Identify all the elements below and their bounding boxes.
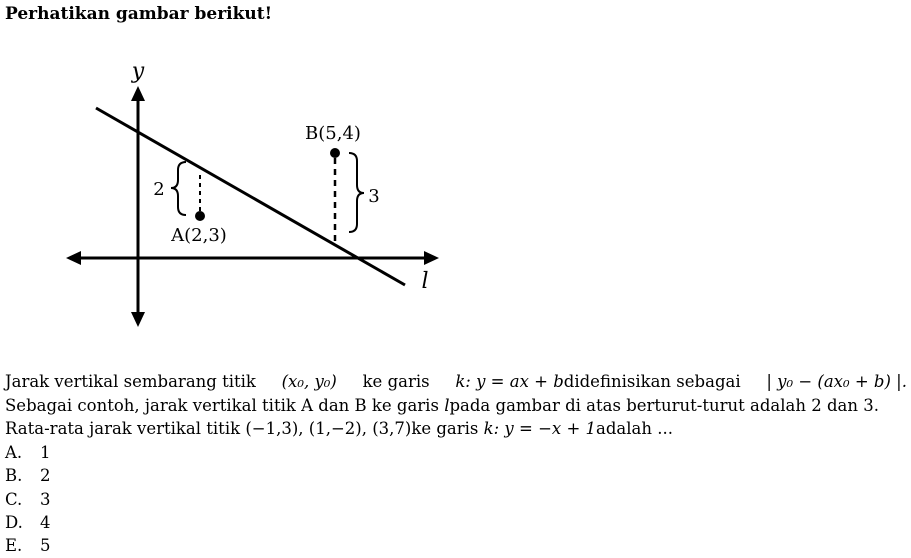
answer-options	[5, 441, 51, 557]
option-value: 3	[40, 489, 51, 509]
paragraph-line-1	[5, 370, 907, 394]
text-segment: ke garis	[411, 419, 479, 438]
question-heading: Perhatikan gambar berikut!	[5, 4, 273, 24]
option-value: 4	[40, 512, 51, 532]
brace-a	[171, 162, 186, 215]
y-axis-label: y	[131, 59, 145, 84]
option-c[interactable]	[5, 488, 51, 511]
math-line-name: l	[444, 395, 450, 415]
point-b-label: B(5,4)	[305, 123, 361, 144]
point-a	[195, 211, 205, 221]
text-segment: pada gambar di atas berturut-turut adalah 2 dan 3.	[449, 395, 880, 415]
point-a-label: A(2,3)	[171, 225, 227, 246]
math-formula: | y₀ − (ax₀ + b) |.	[766, 372, 907, 391]
text-segment: Jarak vertikal sembarang titik	[5, 372, 256, 391]
option-value: 2	[40, 466, 51, 486]
text-segment: adalah ...	[596, 419, 673, 438]
option-label: B.	[5, 466, 23, 486]
option-d[interactable]	[5, 511, 51, 534]
option-e[interactable]	[5, 534, 51, 557]
question-paragraph	[5, 370, 907, 441]
option-value: 1	[40, 443, 51, 462]
x-axis-arrow-right	[424, 251, 439, 265]
text-segment: ke garis	[362, 372, 430, 391]
distance-a-label: 2	[153, 179, 165, 200]
option-label: E.	[5, 536, 23, 556]
line-label: l	[421, 269, 429, 294]
math-points: (−1,3), (1,−2), (3,7)	[245, 419, 412, 438]
math-line-equation: k: y = −x + 1	[483, 419, 597, 438]
text-segment: didefinisikan sebagai	[563, 372, 741, 391]
paragraph-line-3	[5, 417, 907, 441]
math-point: (x₀, y₀)	[281, 372, 337, 391]
y-axis-arrow-down	[131, 312, 145, 327]
option-value: 5	[40, 536, 51, 556]
point-b	[330, 148, 340, 158]
option-label: D.	[5, 512, 23, 532]
option-a[interactable]	[5, 441, 51, 464]
paragraph-line-2	[5, 394, 907, 418]
option-b[interactable]	[5, 464, 51, 487]
option-label: A.	[5, 443, 23, 462]
brace-b	[349, 153, 364, 232]
y-axis-arrow-up	[131, 86, 145, 101]
math-line-equation: k: y = ax + b	[455, 372, 564, 391]
text-segment: Rata-rata jarak vertikal titik	[5, 419, 241, 438]
distance-b-label: 3	[368, 186, 380, 207]
x-axis-arrow-left	[66, 251, 81, 265]
option-label: C.	[5, 489, 23, 509]
text-segment: Sebagai contoh, jarak vertikal titik A dan B ke garis	[5, 395, 439, 415]
